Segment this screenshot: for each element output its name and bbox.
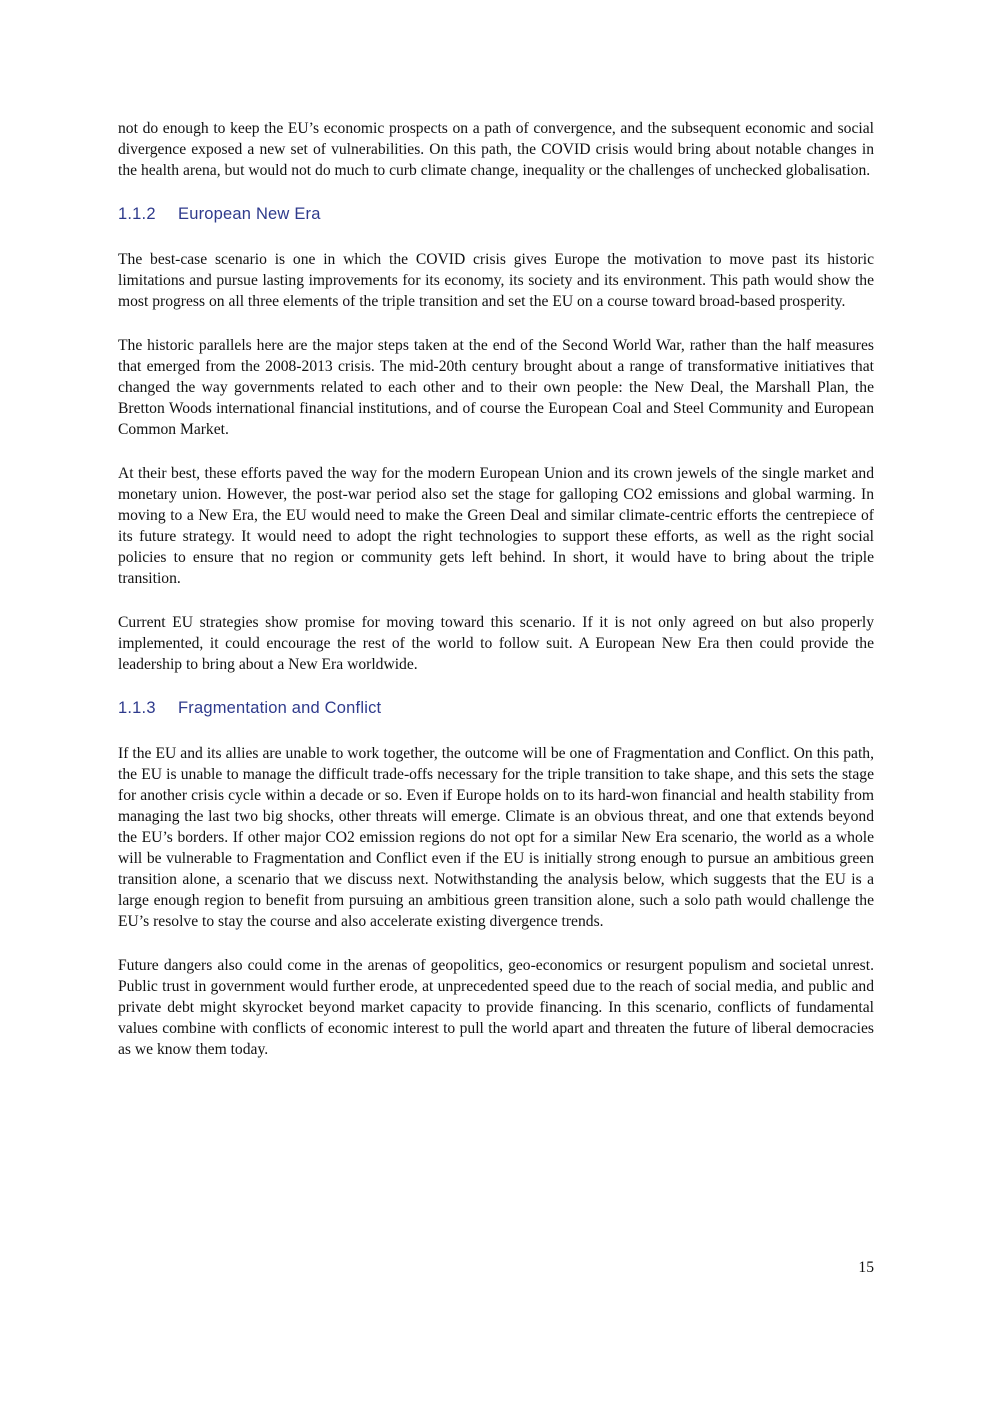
paragraph: The best-case scenario is one in which the COVID crisis gives Europe the motivation to move past its historic limitations and pursue lasting improvements for its economy, its society and its environment. This path would show the most progress on all three elements of the triple transition and set the EU on a course toward broad-based prosperity. bbox=[118, 251, 874, 310]
page-content bbox=[118, 118, 874, 1083]
section-title: Fragmentation and Conflict bbox=[178, 699, 382, 717]
section-title: European New Era bbox=[178, 205, 321, 223]
section-heading-fragmentation-and-conflict bbox=[118, 698, 874, 719]
section-number: 1.1.2 bbox=[118, 205, 156, 223]
section-number: 1.1.3 bbox=[118, 699, 156, 717]
page-number: 15 bbox=[858, 1259, 874, 1276]
paragraph: Future dangers also could come in the arenas of geopolitics, geo-economics or resurgent populism and societal unrest. Public trust in government would further erode, at unprecedented speed due to the reach of social media, and public and private debt might skyrocket beyond market capacity to provide financing. In this scenario, conflicts of fundamental values combine with conflicts of economic interest to pull the world apart and threaten the future of liberal democracies as we know them today. bbox=[118, 957, 874, 1058]
section-heading-european-new-era bbox=[118, 204, 874, 225]
paragraph: If the EU and its allies are unable to work together, the outcome will be one of Fragmentation and Conflict. On this path, the EU is unable to manage the difficult trade-offs necessary for the triple transition to take shape, and this sets the stage for another crisis cycle within a decade or so. Even if Europe holds on to its hard-won financial and health stability from managing the last two big shocks, other threats will emerge. Climate is an obvious threat, and one that extends beyond the EU’s borders. If other major CO2 emission regions do not opt for a similar New Era scenario, the world as a whole will be vulnerable to Fragmentation and Conflict even if the EU is initially strong enough to pursue an ambitious green transition alone, a scenario that we discuss next. Notwithstanding the analysis below, which suggests that the EU is a large enough region to benefit from pursuing an ambitious green transition alone, such a solo path would challenge the EU’s resolve to stay the course and also accelerate existing divergence trends. bbox=[118, 745, 874, 930]
paragraph: Current EU strategies show promise for moving toward this scenario. If it is not only agreed on but also properly implemented, it could encourage the rest of the world to follow suit. A European New Era then could provide the leadership to bring about a New Era worldwide. bbox=[118, 614, 874, 673]
intro-paragraph: not do enough to keep the EU’s economic prospects on a path of convergence, and the subsequent economic and social divergence exposed a new set of vulnerabilities. On this path, the COVID crisis would bring about notable changes in the health arena, but would not do much to curb climate change, inequality or the challenges of unchecked globalisation. bbox=[118, 120, 874, 179]
paragraph: The historic parallels here are the major steps taken at the end of the Second World War, rather than the half measures that emerged from the 2008-2013 crisis. The mid-20th century brought about a range of transformative initiatives that changed the way governments related to each other and to their own people: the New Deal, the Marshall Plan, the Bretton Woods international financial institutions, and of course the European Coal and Steel Community and European Common Market. bbox=[118, 337, 874, 438]
paragraph: At their best, these efforts paved the way for the modern European Union and its crown jewels of the single market and monetary union. However, the post-war period also set the stage for galloping CO2 emissions and global warming. In moving to a New Era, the EU would need to make the Green Deal and similar climate-centric efforts the centrepiece of its future strategy. It would need to adopt the right technologies to support these efforts, as well as the right social policies to ensure that no region or community gets left behind. In short, it would have to bring about the triple transition. bbox=[118, 465, 874, 587]
